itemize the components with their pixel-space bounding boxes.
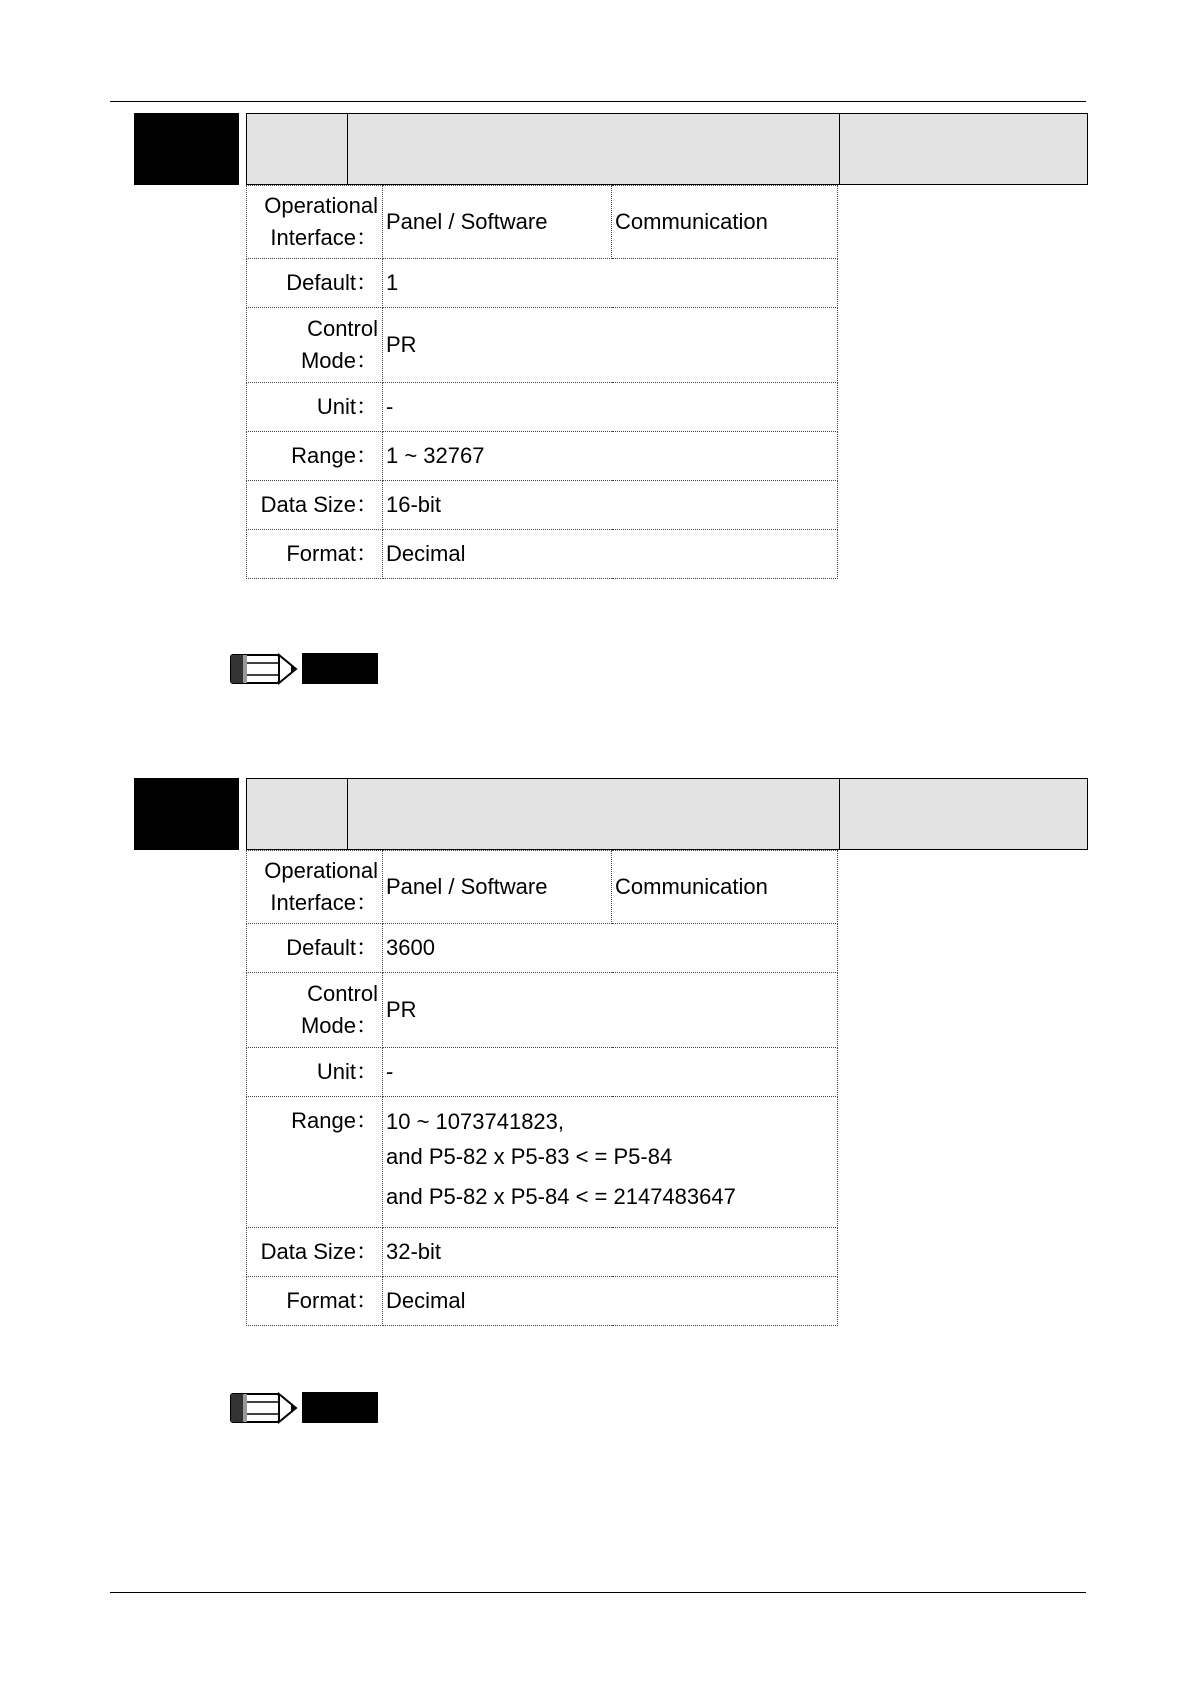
pencil-note-icon [230,653,298,685]
range-line: 10 ~ 1073741823, [386,1109,565,1134]
row-format [247,530,838,579]
unit-value: - [383,383,838,432]
row-control-mode [247,973,838,1048]
unit-label: Unit： [247,383,383,432]
default-value: 1 [383,259,838,308]
data-size-label: Data Size： [247,481,383,530]
header-divider [839,114,840,184]
communication-cell: Communication [612,851,838,924]
format-label: Format： [247,1277,383,1326]
control-mode-value: PR [383,308,838,383]
row-range [247,432,838,481]
parameter-table [246,185,838,579]
note-marker [230,1391,380,1425]
parameter-header-bar [246,778,1088,850]
data-size-value: 16-bit [383,481,838,530]
parameter-table [246,850,838,1326]
data-size-label: Data Size： [247,1228,383,1277]
default-value: 3600 [383,924,838,973]
note-tag [302,1392,378,1423]
row-control-mode [247,308,838,383]
range-value [383,1097,838,1228]
row-format [247,1277,838,1326]
unit-value: - [383,1048,838,1097]
default-label: Default： [247,259,383,308]
format-label: Format： [247,530,383,579]
row-default [247,924,838,973]
communication-cell: Communication [612,186,838,259]
header-divider [347,114,348,184]
parameter-code-box [134,778,239,850]
control-mode-value: PR [383,973,838,1048]
range-label: Range： [247,432,383,481]
operational-interface-label: Operational Interface： [247,186,383,259]
parameter-header-bar [246,113,1088,185]
row-unit [247,1048,838,1097]
unit-label: Unit： [247,1048,383,1097]
default-label: Default： [247,924,383,973]
note-marker [230,652,380,686]
parameter-code-box [134,113,239,185]
range-line: and P5-82 x P5-84 < = 2147483647 [386,1184,736,1209]
note-tag [302,653,378,684]
row-operational-interface [247,186,838,259]
row-range [247,1097,838,1228]
range-line: and P5-82 x P5-83 < = P5-84 [386,1144,673,1169]
range-label: Range： [247,1097,383,1228]
panel-software-cell: Panel / Software [383,186,612,259]
row-operational-interface [247,851,838,924]
row-data-size [247,1228,838,1277]
data-size-value: 32-bit [383,1228,838,1277]
format-value: Decimal [383,530,838,579]
operational-interface-label: Operational Interface： [247,851,383,924]
pencil-note-icon [230,1392,298,1424]
control-mode-label: Control Mode： [247,308,383,383]
row-data-size [247,481,838,530]
header-divider [347,779,348,849]
row-unit [247,383,838,432]
header-rule [110,101,1086,102]
panel-software-cell: Panel / Software [383,851,612,924]
row-default [247,259,838,308]
format-value: Decimal [383,1277,838,1326]
footer-rule [110,1592,1086,1593]
header-divider [839,779,840,849]
range-value: 1 ~ 32767 [383,432,838,481]
control-mode-label: Control Mode： [247,973,383,1048]
